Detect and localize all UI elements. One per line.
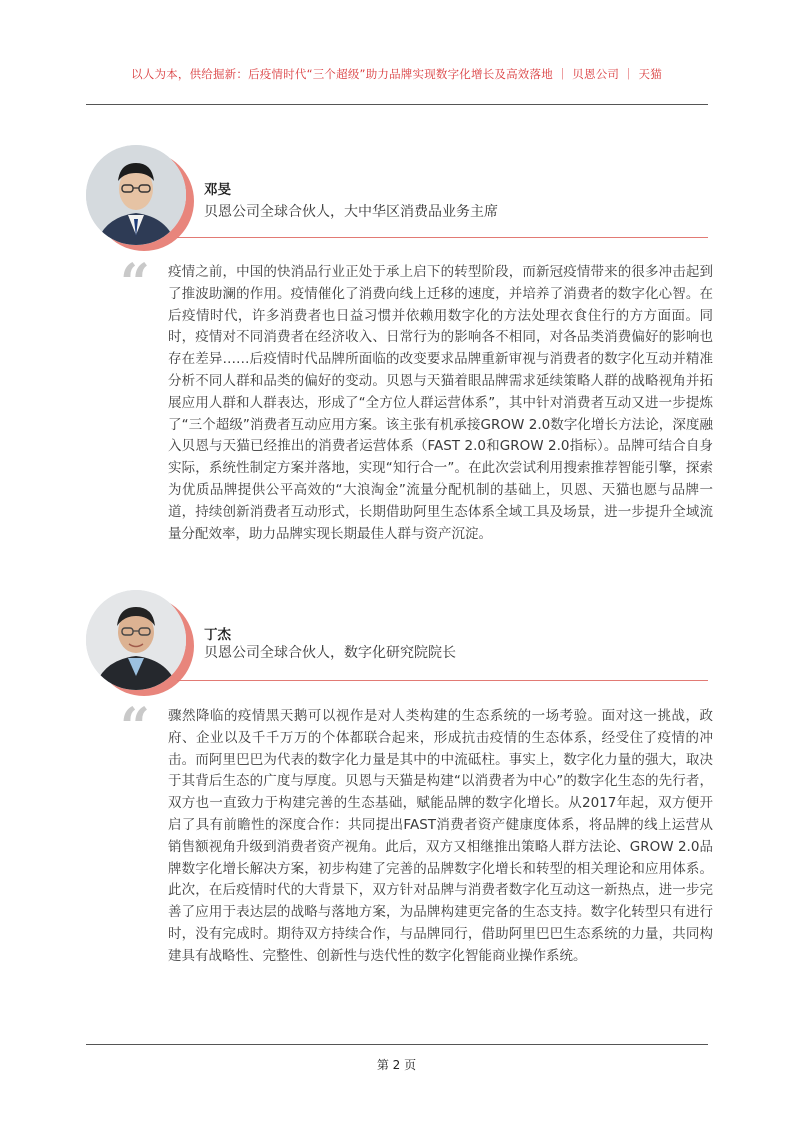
profile-divider xyxy=(177,680,708,681)
profile-divider xyxy=(177,237,708,238)
quote-icon: “ xyxy=(120,253,150,314)
portrait-image xyxy=(86,590,186,690)
header-divider xyxy=(86,104,708,105)
page-number: 第 2 页 xyxy=(376,1058,417,1072)
person-name: 邓旻 xyxy=(204,182,231,198)
quote-icon: “ xyxy=(120,697,150,758)
quote-text: 疫情之前，中国的快消品行业正处于承上启下的转型阶段，而新冠疫情带来的很多冲击起到了推波助澜的作用。疫情催化了消费向线上迁移的速度，并培养了消费者的数字化心智。在后疫情时代，许多消费者也日益习惯并依赖用数字化的方法处理衣食住行的方方面面。同时，疫情对不同消费者在经济收入、日常行为的影响各不相同，对各品类消费偏好的影响也存在差异……后疫情时代品牌所面临的改变要求品牌重新审视与消费者的数字化互动并精准分析不同人群和品类的偏好的变动。贝恩与天猫着眼品牌需求延续策略人群的战略视角并拓展应用人群和人群表达，形成了“全方位人群运营体系”，其中针对消费者互动又进一步提炼了“三个超级”消费者互动应用方案。该主张有机承接GROW 2.0数字化增长方法论，深度融入贝恩与天猫已经推出的消费者运营体系（FAST 2.0和GROW 2.0指标）。品牌可结合自身实际，系统性制定方案并落地，实现“知行合一”。在此次尝试利用搜索推荐智能引擎，探索为优质品牌提供公平高效的“大浪淘金”流量分配机制的基础上，贝恩、天猫也愿与品牌一道，持续创新消费者互动形式，长期借助阿里生态体系全域工具及场景，进一步提升全域流量分配效率，助力品牌实现长期最佳人群与资产沉淀。 xyxy=(168,264,713,542)
portrait-image xyxy=(86,145,186,245)
profile-ding-jie xyxy=(86,590,708,690)
profile-deng-min xyxy=(86,145,708,245)
page-header: 以人为本，供给掘新：后疫情时代“三个超级”助力品牌实现数字化增长及高效落地 ｜ 贝恩公司 ｜ 天猫 xyxy=(131,67,662,81)
avatar xyxy=(86,145,186,245)
avatar xyxy=(86,590,186,690)
quote-text: 骤然降临的疫情黑天鹅可以视作是对人类构建的生态系统的一场考验。面对这一挑战，政府、企业以及千千万万的个体都联合起来，形成抗击疫情的生态体系，经受住了疫情的冲击。而阿里巴巴为代表的数字化力量是其中的中流砥柱。事实上，数字化力量的强大，取决于其背后生态的广度与厚度。贝恩与天猫是构建“以消费者为中心”的数字化生态的先行者，双方也一直致力于构建完善的生态基础，赋能品牌的数字化增长。从2017年起，双方便开启了具有前瞻性的深度合作：共同提出FAST消费者资产健康度体系，将品牌的线上运营从销售额视角升级到消费者资产视角。此后，双方又相继推出策略人群方法论、GROW 2.0品牌数字化增长解决方案，初步构建了完善的品牌数字化增长和转型的相关理论和应用体系。此次，在后疫情时代的大背景下，双方针对品牌与消费者数字化互动这一新热点，进一步完善了应用于表达层的战略与落地方案，为品牌构建更完备的生态支持。数字化转型只有进行时，没有完成时。期待双方持续合作，与品牌同行，借助阿里巴巴生态系统的力量，共同构建具有战略性、完整性、创新性与迭代性的数字化智能商业操作系统。 xyxy=(168,708,713,964)
footer-divider xyxy=(86,1044,708,1045)
person-title: 贝恩公司全球合伙人，数字化研究院院长 xyxy=(204,645,456,661)
person-title: 贝恩公司全球合伙人，大中华区消费品业务主席 xyxy=(204,204,498,220)
person-name: 丁杰 xyxy=(204,627,231,643)
